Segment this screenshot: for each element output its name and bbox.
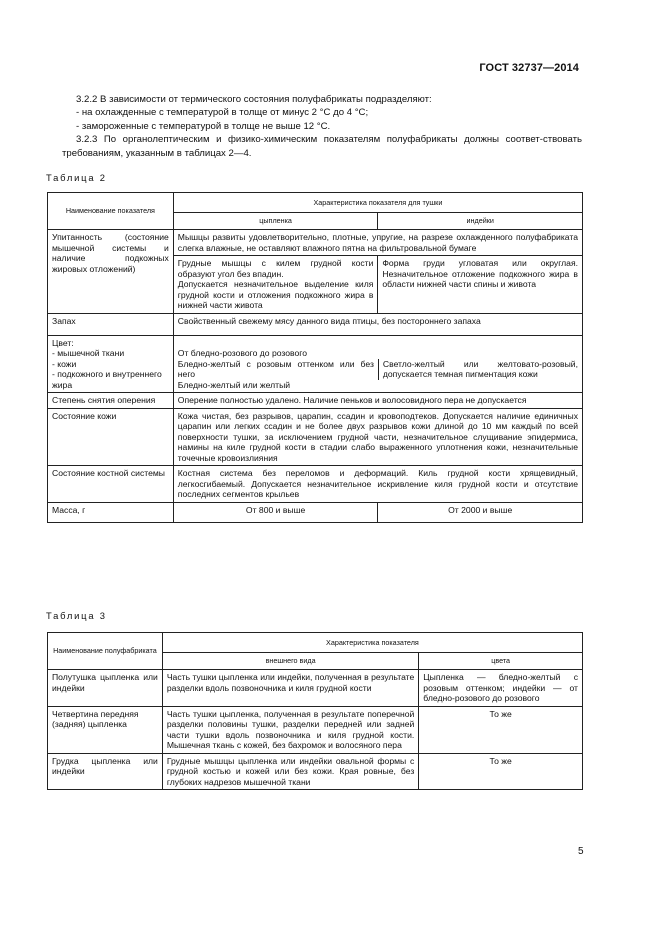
t3-header-group: Характеристика показателя (162, 633, 582, 653)
t2-feather-label: Степень снятия оперения (48, 393, 174, 409)
paragraph-3-2-2: 3.2.2 В зависимости от термического состояния полуфабрикаты подразделяют: (76, 94, 432, 105)
t3-row2-appearance: Часть тушки цыпленка, полученная в результате поперечной разделки половины тушки, разделки передней или задней части тушки вдоль позвоночника и киля грудной кости. Мышечная ткань с кожей, без бахромок и волосяного пера (162, 706, 418, 753)
table-3-caption: Таблица 3 (46, 610, 107, 621)
t2-header-group: Характеристика показателя для тушки (173, 193, 582, 213)
t3-row3-name: Грудка цыпленка или индейки (48, 753, 163, 790)
table-row (48, 706, 583, 753)
t2-color-turkey: Светло-желтый или желтовато-розовый, допускается темная пигментация кожи (378, 359, 578, 380)
t2-color-skin-label: - кожи (52, 358, 77, 369)
t3-row1-name: Полутушка цыпленка или индейки (48, 670, 163, 707)
t2-fat-label: Упитанность (состояние мышечной системы и наличие подкожных жировых отложений) (48, 230, 174, 314)
t3-header-appearance: внешнего вида (162, 653, 418, 670)
paragraph-3-2-3: 3.2.3 По органолептическим и физико-химическим показателям полуфабрикаты должны соответ-ствовать требованиям, указанным в таблицах 2—4. (62, 134, 582, 159)
t2-header-chicken: цыпленка (173, 213, 378, 230)
list-item-frozen: - замороженные с температурой в толще не выше 12 °С. (76, 120, 331, 132)
table-3 (47, 632, 583, 790)
t2-skin-value: Кожа чистая, без разрывов, царапин, ссадин и кровоподтеков. Допускается наличие единичных царапин или легких ссадин и не более двух разрывов кожи длиной до 10 мм каждый по всей поверхности тушки, за исключением грудной части, незначительное слущивание эпидермиса, намины на киле грудной кости в стадии слабо выраженного уплотнения кожи, незначительные точечные кровоизлияния (173, 408, 582, 466)
t2-header-turkey: индейки (378, 213, 583, 230)
t2-header-indicator: Наименование показателя (48, 193, 174, 230)
t2-smell-label: Запах (48, 313, 174, 335)
t2-mass-turkey: От 2000 и выше (378, 502, 583, 522)
t2-color-fat-value: Бледно-желтый или желтый (177, 379, 291, 390)
table-row (48, 753, 583, 790)
t3-row2-name: Четвертина передняя (задняя) цыпленка (48, 706, 163, 753)
table-row (48, 670, 583, 707)
table-2-caption: Таблица 2 (46, 172, 107, 183)
t2-color-fat-label: - подкожного и внутреннего жира (52, 369, 162, 390)
t3-row2-color: То же (419, 706, 583, 753)
body-text (62, 93, 582, 160)
t3-header-name: Наименование полуфабриката (48, 633, 163, 670)
t2-color-skin-value: Бледно-желтый с розовым оттенком или без него (177, 358, 374, 379)
t2-skin-label: Состояние кожи (48, 408, 174, 466)
t3-row3-color: То же (419, 753, 583, 790)
t2-bone-value: Костная система без переломов и деформаций. Киль грудной кости хрящевидный, легкосгибаемый. Допускается незначительное искривление киля грудной кости и отсутствие последних сегментов крыльев (173, 466, 582, 503)
t3-row3-appearance: Грудные мышцы цыпленка или индейки овальной формы с грудной костью и кожей или без кожи. Края ровные, без глубоких надрезов мышечной ткани (162, 753, 418, 790)
t2-bone-label: Состояние костной системы (48, 466, 174, 503)
table-2 (47, 192, 583, 523)
t2-color-label: Цвет: (52, 337, 74, 348)
t2-color-turkey-cell (378, 335, 583, 393)
list-item-chilled: - на охлажденные с температурой в толще от минус 2 °С до 4 °С; (76, 107, 369, 119)
t2-fat-common: Мышцы развиты удовлетворительно, плотные, упругие, на разрезе охлажденного полуфабриката слегка влажные, не оставляют влажного пятна на фильтровальной бумаге (173, 230, 582, 256)
t2-fat-chicken (173, 256, 378, 314)
t3-row1-color: Цыпленка — бледно-желтый с розовым оттенком; индейки — от бледно-розового до розового (419, 670, 583, 707)
t2-mass-label: Масса, г (48, 502, 174, 522)
t2-color-labels (48, 335, 174, 393)
page-number: 5 (578, 846, 584, 857)
t2-mass-chicken: От 800 и выше (173, 502, 378, 522)
t2-fat-chicken-line2: Допускается незначительное выделение киля грудной кости и отложения подкожного жира в нижней части живота (177, 279, 374, 310)
t2-color-chicken (173, 335, 378, 393)
t2-color-muscle-value: От бледно-розового до розового (177, 348, 308, 358)
t2-feather-value: Оперение полностью удалено. Наличие пеньков и волосовидного пера не допускается (173, 393, 582, 409)
t3-header-color: цвета (419, 653, 583, 670)
t3-row1-appearance: Часть тушки цыпленка или индейки, полученная в результате разделки вдоль позвоночника и киля грудной кости (162, 670, 418, 707)
t2-smell-value: Свойственный свежему мясу данного вида птицы, без постороннего запаха (173, 313, 582, 335)
t2-fat-chicken-line1: Грудные мышцы с килем грудной кости образуют угол без впадин. (177, 258, 374, 279)
document-id: ГОСТ 32737—2014 (479, 62, 579, 74)
t2-fat-turkey: Форма груди угловатая или округлая. Незначительное отложение подкожного жира в области нижней части спины и живота (378, 256, 583, 314)
t2-color-muscle-label: - мышечной ткани (52, 348, 125, 358)
